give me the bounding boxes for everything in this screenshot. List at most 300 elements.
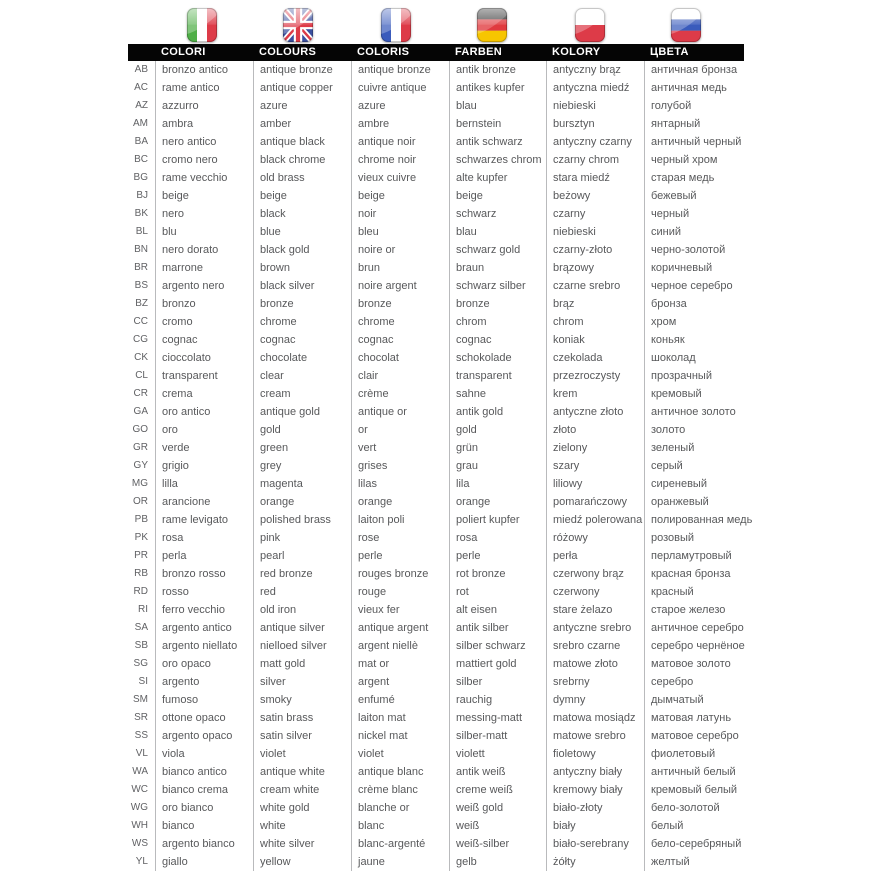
cveta-cell: красный [644, 583, 774, 601]
colours-cell: chocolate [253, 349, 351, 367]
kolory-cell: niebieski [546, 223, 644, 241]
colours-cell: black chrome [253, 151, 351, 169]
colori-cell: argento nero [155, 277, 253, 295]
code-cell: WA [132, 766, 148, 777]
farben-cell: orange [449, 493, 546, 511]
flag-uk-icon [283, 8, 313, 42]
code-cell: GO [132, 424, 148, 435]
table-row [128, 151, 774, 169]
kolory-cell: czekolada [546, 349, 644, 367]
cveta-cell: бело-золотой [644, 799, 774, 817]
kolory-cell: antyczny brąz [546, 61, 644, 79]
table-row [128, 331, 774, 349]
farben-cell: antikes kupfer [449, 79, 546, 97]
column-header-colours: COLOURS [259, 46, 317, 58]
colori-cell: argento niellato [155, 637, 253, 655]
coloris-cell: vieux cuivre [351, 169, 449, 187]
table-row [128, 259, 774, 277]
code-cell: PB [134, 514, 148, 525]
kolory-cell: koniak [546, 331, 644, 349]
colours-cell: azure [253, 97, 351, 115]
kolory-cell: srebro czarne [546, 637, 644, 655]
code-cell: BZ [135, 298, 148, 309]
cveta-cell: синий [644, 223, 774, 241]
coloris-cell: jaune [351, 853, 449, 871]
farben-cell: bernstein [449, 115, 546, 133]
colori-cell: nero dorato [155, 241, 253, 259]
table-row [128, 187, 774, 205]
table-row [128, 79, 774, 97]
colours-cell: satin brass [253, 709, 351, 727]
colori-cell: ambra [155, 115, 253, 133]
code-cell: AZ [135, 100, 148, 111]
cveta-cell: черное серебро [644, 277, 774, 295]
farben-cell: weiß [449, 817, 546, 835]
colours-cell: red [253, 583, 351, 601]
table-row [128, 97, 774, 115]
code-cell: PR [134, 550, 148, 561]
kolory-cell: czerwony [546, 583, 644, 601]
coloris-cell: bronze [351, 295, 449, 313]
colori-cell: rosa [155, 529, 253, 547]
colours-cell: cream [253, 385, 351, 403]
colours-cell: satin silver [253, 727, 351, 745]
code-cell: SS [134, 730, 148, 741]
code-cell: SI [138, 676, 148, 687]
table-row [128, 835, 774, 853]
cveta-cell: дымчатый [644, 691, 774, 709]
cveta-cell: матовое золото [644, 655, 774, 673]
code-cell: CL [135, 370, 148, 381]
farben-cell: beige [449, 187, 546, 205]
code-cell: BG [133, 172, 148, 183]
kolory-cell: biało-złoty [546, 799, 644, 817]
colours-cell: white silver [253, 835, 351, 853]
table-row [128, 745, 774, 763]
colori-cell: lilla [155, 475, 253, 493]
colori-cell: rosso [155, 583, 253, 601]
colori-cell: perla [155, 547, 253, 565]
colori-cell: argento bianco [155, 835, 253, 853]
farben-cell: poliert kupfer [449, 511, 546, 529]
colours-cell: antique black [253, 133, 351, 151]
coloris-cell: rose [351, 529, 449, 547]
kolory-cell: szary [546, 457, 644, 475]
colours-cell: antique gold [253, 403, 351, 421]
code-cell: SA [134, 622, 148, 633]
kolory-cell: zielony [546, 439, 644, 457]
colori-cell: blu [155, 223, 253, 241]
cveta-cell: черный хром [644, 151, 774, 169]
table-row [128, 583, 774, 601]
colours-cell: red bronze [253, 565, 351, 583]
cveta-cell: сиреневый [644, 475, 774, 493]
farben-cell: grau [449, 457, 546, 475]
kolory-cell: złoto [546, 421, 644, 439]
kolory-cell: stara miedź [546, 169, 644, 187]
coloris-cell: orange [351, 493, 449, 511]
farben-cell: chrom [449, 313, 546, 331]
kolory-cell: matowe złoto [546, 655, 644, 673]
farben-cell: blau [449, 223, 546, 241]
farben-cell: sahne [449, 385, 546, 403]
table-header-band [128, 44, 744, 61]
cveta-cell: золото [644, 421, 774, 439]
farben-cell: rot [449, 583, 546, 601]
table-row [128, 529, 774, 547]
coloris-cell: antique bronze [351, 61, 449, 79]
column-header-code [128, 44, 155, 61]
column-header-farben: FARBEN [455, 46, 503, 58]
colours-cell: cognac [253, 331, 351, 349]
code-cell: MG [131, 478, 148, 489]
colours-cell: amber [253, 115, 351, 133]
kolory-cell: antyczne złoto [546, 403, 644, 421]
colours-cell: blue [253, 223, 351, 241]
colori-cell: bronzo antico [155, 61, 253, 79]
flag-germany-icon [477, 8, 507, 42]
column-header-coloris: COLORIS [357, 46, 410, 58]
table-row [128, 295, 774, 313]
cveta-cell: коньяк [644, 331, 774, 349]
coloris-cell: noir [351, 205, 449, 223]
colours-cell: antique copper [253, 79, 351, 97]
table-row [128, 637, 774, 655]
table-row [128, 367, 774, 385]
column-header-cveta: ЦВЕТА [650, 46, 689, 58]
coloris-cell: argent [351, 673, 449, 691]
colori-cell: oro opaco [155, 655, 253, 673]
table-row [128, 421, 774, 439]
table-row [128, 853, 774, 871]
table-row [128, 493, 774, 511]
cveta-cell: античное серебро [644, 619, 774, 637]
cveta-cell: кремовый белый [644, 781, 774, 799]
colours-cell: yellow [253, 853, 351, 871]
colours-cell: green [253, 439, 351, 457]
colours-cell: clear [253, 367, 351, 385]
cveta-cell: красная бронза [644, 565, 774, 583]
cveta-cell: античная медь [644, 79, 774, 97]
cveta-cell: янтарный [644, 115, 774, 133]
kolory-cell: przezroczysty [546, 367, 644, 385]
colours-cell: violet [253, 745, 351, 763]
cveta-cell: перламутровый [644, 547, 774, 565]
colori-cell: arancione [155, 493, 253, 511]
code-cell: WG [130, 802, 148, 813]
kolory-cell: antyczne srebro [546, 619, 644, 637]
code-cell: CK [134, 352, 148, 363]
coloris-cell: clair [351, 367, 449, 385]
kolory-cell: niebieski [546, 97, 644, 115]
cveta-cell: прозрачный [644, 367, 774, 385]
kolory-cell: dymny [546, 691, 644, 709]
colours-cell: gold [253, 421, 351, 439]
code-cell: GA [133, 406, 148, 417]
table-row [128, 205, 774, 223]
colours-cell: polished brass [253, 511, 351, 529]
table-row [128, 223, 774, 241]
cveta-cell: бело-серебряный [644, 835, 774, 853]
code-cell: RD [133, 586, 148, 597]
coloris-cell: cognac [351, 331, 449, 349]
farben-cell: schwarz gold [449, 241, 546, 259]
farben-cell: mattiert gold [449, 655, 546, 673]
farben-cell: messing-matt [449, 709, 546, 727]
code-cell: BR [134, 262, 148, 273]
table-row [128, 655, 774, 673]
cveta-cell: серый [644, 457, 774, 475]
column-header-colori: COLORI [161, 46, 206, 58]
colours-cell: pearl [253, 547, 351, 565]
colours-cell: bronze [253, 295, 351, 313]
kolory-cell: antyczna miedź [546, 79, 644, 97]
colori-cell: cromo [155, 313, 253, 331]
table-row [128, 313, 774, 331]
flag-france-icon [381, 8, 411, 42]
cveta-cell: старая медь [644, 169, 774, 187]
flag-russia-icon [671, 8, 701, 42]
kolory-cell: liliowy [546, 475, 644, 493]
kolory-cell: biały [546, 817, 644, 835]
colours-cell: smoky [253, 691, 351, 709]
cveta-cell: желтый [644, 853, 774, 871]
kolory-cell: miedź polerowana [546, 511, 644, 529]
kolory-cell: bursztyn [546, 115, 644, 133]
cveta-cell: матовая латунь [644, 709, 774, 727]
kolory-cell: matowe srebro [546, 727, 644, 745]
flag-poland-icon [575, 8, 605, 42]
farben-cell: blau [449, 97, 546, 115]
cveta-cell: античное золото [644, 403, 774, 421]
coloris-cell: vieux fer [351, 601, 449, 619]
kolory-cell: fioletowy [546, 745, 644, 763]
colori-cell: rame antico [155, 79, 253, 97]
cveta-cell: черный [644, 205, 774, 223]
table-row [128, 565, 774, 583]
cveta-cell: розовый [644, 529, 774, 547]
cveta-cell: кремовый [644, 385, 774, 403]
colori-cell: viola [155, 745, 253, 763]
colours-cell: brown [253, 259, 351, 277]
colours-cell: nielloed silver [253, 637, 351, 655]
colours-cell: silver [253, 673, 351, 691]
coloris-cell: azure [351, 97, 449, 115]
colori-cell: cromo nero [155, 151, 253, 169]
table-row [128, 61, 774, 79]
code-cell: WC [131, 784, 148, 795]
coloris-cell: laiton mat [351, 709, 449, 727]
coloris-cell: noire or [351, 241, 449, 259]
coloris-cell: rouge [351, 583, 449, 601]
table-row [128, 817, 774, 835]
code-cell: CC [133, 316, 148, 327]
table-row [128, 619, 774, 637]
farben-cell: rauchig [449, 691, 546, 709]
kolory-cell: czarny chrom [546, 151, 644, 169]
kolory-cell: pomarańczowy [546, 493, 644, 511]
farben-cell: braun [449, 259, 546, 277]
table-row [128, 781, 774, 799]
coloris-cell: enfumé [351, 691, 449, 709]
colori-cell: oro antico [155, 403, 253, 421]
farben-cell: schwarz [449, 205, 546, 223]
colori-cell: cioccolato [155, 349, 253, 367]
code-cell: RB [134, 568, 148, 579]
kolory-cell: brąz [546, 295, 644, 313]
table-row [128, 763, 774, 781]
kolory-cell: perła [546, 547, 644, 565]
cveta-cell: коричневый [644, 259, 774, 277]
colours-cell: old brass [253, 169, 351, 187]
kolory-cell: kremowy biały [546, 781, 644, 799]
coloris-cell: antique blanc [351, 763, 449, 781]
coloris-cell: blanc-argenté [351, 835, 449, 853]
farben-cell: schokolade [449, 349, 546, 367]
colours-cell: beige [253, 187, 351, 205]
colori-cell: ottone opaco [155, 709, 253, 727]
farben-cell: transparent [449, 367, 546, 385]
cveta-cell: белый [644, 817, 774, 835]
kolory-cell: biało-serebrany [546, 835, 644, 853]
colours-cell: chrome [253, 313, 351, 331]
code-cell: PK [134, 532, 148, 543]
cveta-cell: голубой [644, 97, 774, 115]
code-cell: SM [133, 694, 148, 705]
table-row [128, 547, 774, 565]
farben-cell: violett [449, 745, 546, 763]
kolory-cell: antyczny biały [546, 763, 644, 781]
cveta-cell: серебро чернёное [644, 637, 774, 655]
coloris-cell: noire argent [351, 277, 449, 295]
coloris-cell: grises [351, 457, 449, 475]
cveta-cell: античный черный [644, 133, 774, 151]
table-row [128, 439, 774, 457]
code-cell: CR [133, 388, 148, 399]
farben-cell: antik schwarz [449, 133, 546, 151]
colori-cell: nero [155, 205, 253, 223]
code-cell: AM [133, 118, 148, 129]
coloris-cell: brun [351, 259, 449, 277]
kolory-cell: krem [546, 385, 644, 403]
colori-cell: argento antico [155, 619, 253, 637]
table-row [128, 457, 774, 475]
coloris-cell: argent niellè [351, 637, 449, 655]
coloris-cell: beige [351, 187, 449, 205]
kolory-cell: stare żelazo [546, 601, 644, 619]
colours-cell: old iron [253, 601, 351, 619]
coloris-cell: violet [351, 745, 449, 763]
colori-cell: bianco antico [155, 763, 253, 781]
table-row [128, 169, 774, 187]
code-cell: BS [134, 280, 148, 291]
code-cell: BK [134, 208, 148, 219]
table-row [128, 511, 774, 529]
table-row [128, 385, 774, 403]
colori-cell: verde [155, 439, 253, 457]
farben-cell: antik gold [449, 403, 546, 421]
colours-cell: antique bronze [253, 61, 351, 79]
coloris-cell: nickel mat [351, 727, 449, 745]
colori-cell: ferro vecchio [155, 601, 253, 619]
kolory-cell: czarny-złoto [546, 241, 644, 259]
kolory-cell: matowa mosiądz [546, 709, 644, 727]
column-header-kolory: KOLORY [552, 46, 601, 58]
table-row [128, 403, 774, 421]
colours-cell: white gold [253, 799, 351, 817]
farben-cell: silber schwarz [449, 637, 546, 655]
colori-cell: nero antico [155, 133, 253, 151]
colori-cell: argento [155, 673, 253, 691]
code-cell: OR [133, 496, 148, 507]
code-cell: AC [134, 82, 148, 93]
cveta-cell: матовое серебро [644, 727, 774, 745]
colori-cell: beige [155, 187, 253, 205]
colours-cell: antique silver [253, 619, 351, 637]
farben-cell: schwarz silber [449, 277, 546, 295]
coloris-cell: perle [351, 547, 449, 565]
colours-cell: orange [253, 493, 351, 511]
colori-cell: oro [155, 421, 253, 439]
code-cell: WS [131, 838, 148, 849]
colori-cell: giallo [155, 853, 253, 871]
colori-cell: grigio [155, 457, 253, 475]
code-cell: BA [134, 136, 148, 147]
code-cell: BC [134, 154, 148, 165]
code-cell: BJ [136, 190, 148, 201]
coloris-cell: crème [351, 385, 449, 403]
coloris-cell: crème blanc [351, 781, 449, 799]
colori-cell: marrone [155, 259, 253, 277]
kolory-cell: beżowy [546, 187, 644, 205]
cveta-cell: фиолетовый [644, 745, 774, 763]
colours-cell: black gold [253, 241, 351, 259]
colours-cell: matt gold [253, 655, 351, 673]
farben-cell: rosa [449, 529, 546, 547]
coloris-cell: mat or [351, 655, 449, 673]
farben-cell: antik bronze [449, 61, 546, 79]
colours-cell: black [253, 205, 351, 223]
farben-cell: antik silber [449, 619, 546, 637]
colours-cell: grey [253, 457, 351, 475]
kolory-cell: brązowy [546, 259, 644, 277]
farben-cell: grün [449, 439, 546, 457]
farben-cell: lila [449, 475, 546, 493]
table-row [128, 349, 774, 367]
table-row [128, 601, 774, 619]
colori-cell: rame levigato [155, 511, 253, 529]
cveta-cell: оранжевый [644, 493, 774, 511]
table-row [128, 115, 774, 133]
farben-cell: schwarzes chrom [449, 151, 546, 169]
code-cell: GR [133, 442, 148, 453]
farben-cell: silber [449, 673, 546, 691]
table-row [128, 727, 774, 745]
kolory-cell: antyczny czarny [546, 133, 644, 151]
farben-cell: creme weiß [449, 781, 546, 799]
colours-cell: cream white [253, 781, 351, 799]
table-row [128, 241, 774, 259]
kolory-cell: chrom [546, 313, 644, 331]
farben-cell: cognac [449, 331, 546, 349]
cveta-cell: зеленый [644, 439, 774, 457]
colours-cell: antique white [253, 763, 351, 781]
colori-cell: rame vecchio [155, 169, 253, 187]
farben-cell: weiß gold [449, 799, 546, 817]
code-cell: AB [134, 64, 148, 75]
farben-cell: weiß-silber [449, 835, 546, 853]
colori-cell: azzurro [155, 97, 253, 115]
